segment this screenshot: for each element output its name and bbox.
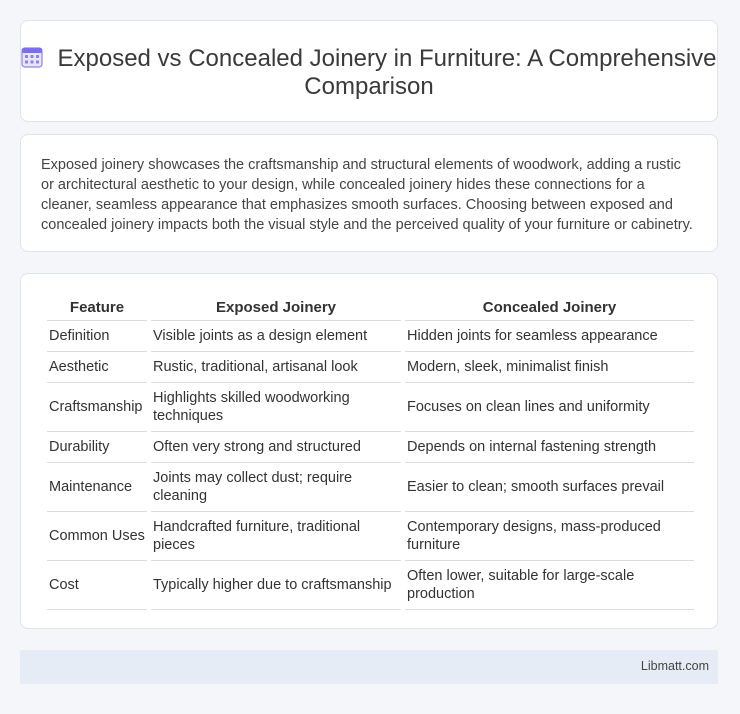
table-cell-exposed: Joints may collect dust; require cleaning bbox=[151, 463, 401, 512]
table-cell-concealed: Focuses on clean lines and uniformity bbox=[405, 383, 694, 432]
footer-brand-link[interactable]: Libmatt.com bbox=[640, 659, 709, 673]
table-cell-feature: Durability bbox=[47, 432, 147, 463]
table-row bbox=[47, 463, 694, 512]
column-header-concealed: Concealed Joinery bbox=[405, 294, 694, 321]
page-title-wrap bbox=[21, 45, 717, 101]
intro-card bbox=[20, 134, 718, 252]
comparison-table-card bbox=[20, 273, 718, 629]
table-cell-feature: Aesthetic bbox=[47, 352, 147, 383]
table-cell-concealed: Modern, sleek, minimalist finish bbox=[405, 352, 694, 383]
table-cell-exposed: Often very strong and structured bbox=[151, 432, 401, 463]
table-cell-feature: Definition bbox=[47, 321, 147, 352]
table-row bbox=[47, 432, 694, 463]
table-row bbox=[47, 321, 694, 352]
footer bbox=[20, 650, 718, 684]
table-cell-exposed: Highlights skilled woodworking techniques bbox=[151, 383, 401, 432]
table-cell-concealed: Easier to clean; smooth surfaces prevail bbox=[405, 463, 694, 512]
column-header-feature: Feature bbox=[47, 294, 147, 321]
table-cell-concealed: Contemporary designs, mass-produced furniture bbox=[405, 512, 694, 561]
comparison-table bbox=[43, 294, 698, 610]
table-cell-feature: Craftsmanship bbox=[47, 383, 147, 432]
table-cell-concealed: Depends on internal fastening strength bbox=[405, 432, 694, 463]
table-cell-exposed: Visible joints as a design element bbox=[151, 321, 401, 352]
table-cell-concealed: Often lower, suitable for large-scale production bbox=[405, 561, 694, 610]
table-cell-exposed: Rustic, traditional, artisanal look bbox=[151, 352, 401, 383]
table-cell-concealed: Hidden joints for seamless appearance bbox=[405, 321, 694, 352]
table-row bbox=[47, 383, 694, 432]
table-cell-feature: Maintenance bbox=[47, 463, 147, 512]
table-cell-feature: Common Uses bbox=[47, 512, 147, 561]
table-row bbox=[47, 561, 694, 610]
table-row bbox=[47, 352, 694, 383]
header-card bbox=[20, 20, 718, 122]
table-cell-exposed: Handcrafted furniture, traditional pieces bbox=[151, 512, 401, 561]
intro-paragraph: Exposed joinery showcases the craftsmanship and structural elements of woodwork, adding a rustic or architectural aesthetic to your design, while concealed joinery hides these connections for a cleaner, seamless appearance that emphasizes smooth surfaces. Choosing between exposed and concealed joinery impacts both the visual style and the perceived quality of your furniture or cabinetry. bbox=[41, 157, 693, 233]
table-cell-exposed: Typically higher due to craftsmanship bbox=[151, 561, 401, 610]
column-header-exposed: Exposed Joinery bbox=[151, 294, 401, 321]
table-cell-feature: Cost bbox=[47, 561, 147, 610]
table-row bbox=[47, 512, 694, 561]
calendar-icon bbox=[21, 46, 43, 68]
page-title: Exposed vs Concealed Joinery in Furniture: A Comprehensive Comparison bbox=[57, 45, 717, 100]
table-header-row bbox=[47, 294, 694, 321]
